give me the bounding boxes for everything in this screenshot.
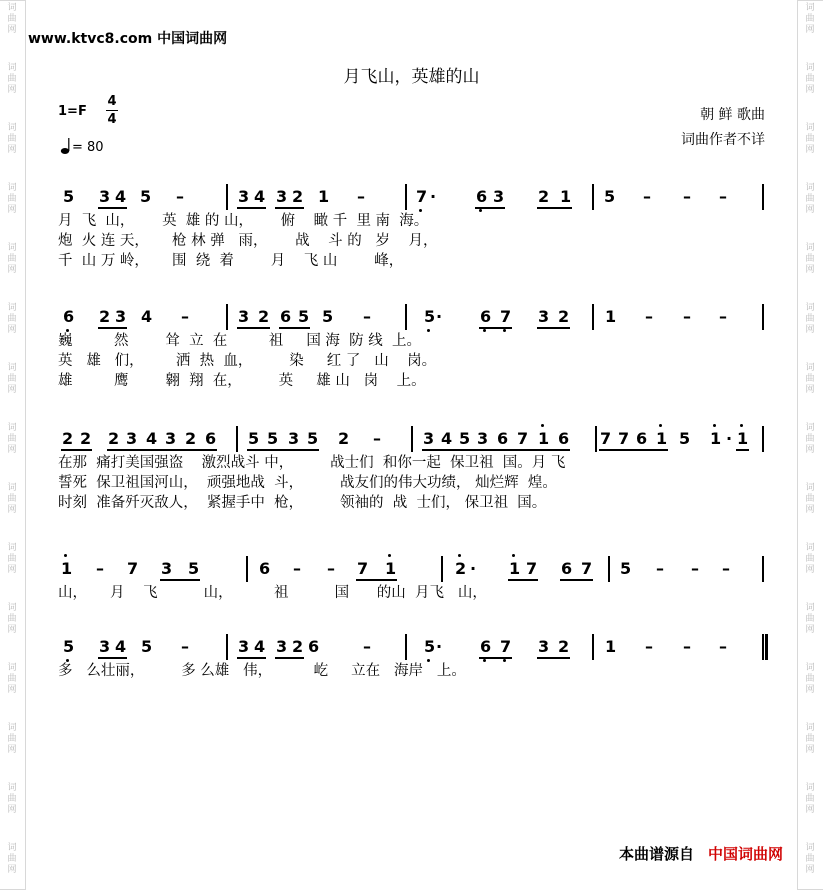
- right-watermark-strip: [797, 0, 823, 890]
- note: 3: [165, 429, 177, 448]
- beam-underline: [98, 327, 127, 329]
- note: 4: [254, 637, 266, 656]
- dash-note: –: [363, 637, 371, 656]
- note: 7: [416, 187, 428, 206]
- bar-line: [608, 556, 610, 582]
- dash-note: –: [363, 307, 371, 326]
- beam-underline: [107, 449, 217, 451]
- song-title: 月飞山，英雄的山: [343, 67, 480, 87]
- note: 1: [605, 637, 617, 656]
- lyric-line: 多 么壮丽， 多 么雄 伟， 屹 立在 海岸 上。: [58, 663, 466, 679]
- note: 5: [63, 187, 75, 206]
- watermark-text: 词 曲 网: [7, 183, 17, 215]
- beam-underline: [98, 207, 127, 209]
- dash-note: –: [327, 559, 335, 578]
- note: 5: [322, 307, 334, 326]
- octave-dot-high: [713, 424, 716, 427]
- beam-underline: [237, 207, 266, 209]
- note: 1: [385, 559, 397, 578]
- bar-line: [405, 304, 407, 330]
- beam-underline: [599, 449, 668, 451]
- lyric-line: 巍 然 耸 立 在 祖 国 海 防 线 上。: [58, 333, 421, 349]
- note: 2: [558, 637, 570, 656]
- note: 1: [560, 187, 572, 206]
- note: 7: [581, 559, 593, 578]
- note: 2: [558, 307, 570, 326]
- note: 3: [276, 187, 288, 206]
- beam-underline: [422, 449, 570, 451]
- octave-dot-low: [483, 329, 486, 332]
- note: 5: [267, 429, 279, 448]
- dash-note: –: [683, 307, 691, 326]
- note: 4: [115, 187, 127, 206]
- octave-dot-low: [427, 329, 430, 332]
- note: 5: [424, 637, 436, 656]
- note: 6: [497, 429, 509, 448]
- octave-dot-high: [541, 424, 544, 427]
- watermark-text: 词 曲 网: [7, 483, 17, 515]
- dash-note: –: [181, 307, 189, 326]
- quarter-note-icon: [60, 137, 72, 155]
- dash-note: –: [293, 559, 301, 578]
- watermark-text: 词 曲 网: [805, 3, 815, 35]
- beam-underline: [237, 657, 266, 659]
- bar-line: [226, 634, 228, 660]
- dash-note: –: [683, 187, 691, 206]
- lyric-line: 誓死 保卫祖国河山， 顽强地战 斗， 战友们的伟大功绩， 灿烂辉 煌。: [58, 475, 557, 491]
- beam-underline: [508, 579, 538, 581]
- beam-underline: [475, 207, 505, 209]
- note: 3: [538, 307, 550, 326]
- watermark-text: 词 曲 网: [805, 243, 815, 275]
- note: ·: [430, 187, 437, 206]
- watermark-text: 词 曲 网: [7, 123, 17, 155]
- lyric-line: 雄 鹰 翱 翔 在， 英 雄 山 岗 上。: [58, 373, 426, 389]
- beam-underline: [247, 449, 319, 451]
- dash-note: –: [656, 559, 664, 578]
- note: 2: [185, 429, 197, 448]
- note: 3: [477, 429, 489, 448]
- note: 1: [605, 307, 617, 326]
- key-signature: 1=F: [58, 104, 87, 119]
- site-header[interactable]: www.ktvc8.com 中国词曲网: [28, 31, 228, 47]
- note: 3: [99, 637, 111, 656]
- watermark-text: 词 曲 网: [805, 483, 815, 515]
- watermark-text: 词 曲 网: [805, 603, 815, 635]
- watermark-text: 词 曲 网: [7, 723, 17, 755]
- credit-origin: 朝 鲜 歌曲: [700, 107, 765, 123]
- watermark-text: 词 曲 网: [805, 723, 815, 755]
- note: 6: [558, 429, 570, 448]
- note: 6: [259, 559, 271, 578]
- note: 4: [141, 307, 153, 326]
- final-bar-thick: [765, 634, 768, 660]
- note: 5: [620, 559, 632, 578]
- watermark-text: 词 曲 网: [805, 123, 815, 155]
- dash-note: –: [645, 307, 653, 326]
- note: 5: [424, 307, 436, 326]
- bar-line: [762, 304, 764, 330]
- watermark-text: 词 曲 网: [805, 783, 815, 815]
- watermark-text: 词 曲 网: [7, 783, 17, 815]
- dash-note: –: [645, 637, 653, 656]
- bar-line: [762, 634, 764, 660]
- beam-underline: [279, 327, 310, 329]
- octave-dot-low: [483, 659, 486, 662]
- time-signature-bottom: 4: [107, 112, 117, 127]
- dash-note: –: [719, 637, 727, 656]
- beam-underline: [479, 657, 512, 659]
- watermark-text: 词 曲 网: [7, 843, 17, 875]
- beam-underline: [356, 579, 397, 581]
- time-signature-top: 4: [107, 94, 117, 109]
- bar-line: [226, 184, 228, 210]
- watermark-text: 词 曲 网: [805, 423, 815, 455]
- note: 3: [126, 429, 138, 448]
- note: 2: [538, 187, 550, 206]
- note: ·: [436, 637, 443, 656]
- note: 1: [509, 559, 521, 578]
- beam-underline: [479, 327, 512, 329]
- lyric-line: 在那 痛打美国强盗 激烈战斗 中， 战士们 和你一起 保卫祖 国。月 飞: [58, 455, 566, 471]
- dash-note: –: [691, 559, 699, 578]
- beam-underline: [537, 207, 572, 209]
- bar-line: [236, 426, 238, 452]
- note: 7: [357, 559, 369, 578]
- note: 2: [258, 307, 270, 326]
- note: 4: [115, 637, 127, 656]
- note: 6: [480, 307, 492, 326]
- lyric-line: 月 飞 山， 英 雄 的 山， 俯 瞰 千 里 南 海。: [58, 213, 429, 229]
- note: 5: [307, 429, 319, 448]
- note: 2: [108, 429, 120, 448]
- beam-underline: [275, 657, 304, 659]
- octave-dot-high: [388, 554, 391, 557]
- note: 6: [280, 307, 292, 326]
- note: ·: [470, 559, 477, 578]
- note: 1: [538, 429, 550, 448]
- note: 6: [205, 429, 217, 448]
- note: 3: [238, 187, 250, 206]
- dash-note: –: [176, 187, 184, 206]
- octave-dot-high: [458, 554, 461, 557]
- left-watermark-strip: [0, 0, 26, 890]
- note: 3: [238, 637, 250, 656]
- note: 3: [538, 637, 550, 656]
- octave-dot-high: [512, 554, 515, 557]
- footer-source: [619, 843, 783, 864]
- watermark-text: 词 曲 网: [7, 303, 17, 335]
- bar-line: [762, 184, 764, 210]
- note: 2: [338, 429, 350, 448]
- note: 6: [561, 559, 573, 578]
- dash-note: –: [96, 559, 104, 578]
- bar-line: [405, 184, 407, 210]
- tempo-value: = 80: [72, 140, 104, 155]
- note: 5: [141, 637, 153, 656]
- footer-label: 本曲谱源自: [618, 845, 694, 863]
- watermark-text: 词 曲 网: [7, 663, 17, 695]
- lyric-line: 千 山 万 岭， 围 绕 着 月 飞 山 峰，: [58, 253, 404, 269]
- note: 7: [618, 429, 630, 448]
- note: 2: [292, 637, 304, 656]
- octave-dot-low: [479, 209, 482, 212]
- note: 3: [493, 187, 505, 206]
- watermark-text: 词 曲 网: [805, 363, 815, 395]
- lyric-line: 山， 月 飞 山， 祖 国 的山 月飞 山，: [58, 585, 487, 601]
- note: 4: [441, 429, 453, 448]
- footer-brand[interactable]: 中国词曲网: [707, 845, 783, 863]
- note: 1: [710, 429, 722, 448]
- dash-note: –: [181, 637, 189, 656]
- note: 4: [146, 429, 158, 448]
- note: 1: [318, 187, 330, 206]
- note: ·: [436, 307, 443, 326]
- watermark-text: 词 曲 网: [805, 63, 815, 95]
- watermark-text: 词 曲 网: [7, 63, 17, 95]
- note: 7: [526, 559, 538, 578]
- note: 1: [656, 429, 668, 448]
- watermark-text: 词 曲 网: [7, 603, 17, 635]
- note: 5: [459, 429, 471, 448]
- watermark-text: 词 曲 网: [805, 303, 815, 335]
- octave-dot-low: [503, 659, 506, 662]
- note: 3: [115, 307, 127, 326]
- bar-line: [592, 304, 594, 330]
- tempo-marking: [60, 137, 104, 155]
- note: 3: [423, 429, 435, 448]
- beam-underline: [736, 449, 749, 451]
- watermark-text: 词 曲 网: [7, 543, 17, 575]
- note: 2: [455, 559, 467, 578]
- beam-underline: [160, 579, 200, 581]
- note: 6: [476, 187, 488, 206]
- beam-underline: [275, 207, 304, 209]
- note: 6: [636, 429, 648, 448]
- watermark-text: 词 曲 网: [7, 3, 17, 35]
- lyric-line: 炮 火 连 天， 枪 林 弹 雨， 战 斗 的 岁 月，: [58, 233, 438, 249]
- dash-note: –: [643, 187, 651, 206]
- note: 7: [500, 637, 512, 656]
- note: 3: [161, 559, 173, 578]
- note: 4: [254, 187, 266, 206]
- watermark-text: 词 曲 网: [7, 423, 17, 455]
- watermark-text: 词 曲 网: [805, 183, 815, 215]
- note: 3: [99, 187, 111, 206]
- time-signature: [106, 94, 118, 127]
- beam-underline: [237, 327, 270, 329]
- note: 7: [517, 429, 529, 448]
- octave-dot-high: [659, 424, 662, 427]
- beam-underline: [560, 579, 593, 581]
- note: 7: [600, 429, 612, 448]
- dash-note: –: [373, 429, 381, 448]
- note: 2: [80, 429, 92, 448]
- bar-line: [441, 556, 443, 582]
- note: 5: [140, 187, 152, 206]
- octave-dot-high: [64, 554, 67, 557]
- note: 2: [62, 429, 74, 448]
- bar-line: [246, 556, 248, 582]
- beam-underline: [537, 657, 570, 659]
- note: 6: [480, 637, 492, 656]
- watermark-text: 词 曲 网: [7, 243, 17, 275]
- bar-line: [405, 634, 407, 660]
- note: 5: [63, 637, 75, 656]
- bar-line: [762, 426, 764, 452]
- beam-underline: [61, 449, 92, 451]
- note: 3: [276, 637, 288, 656]
- dash-note: –: [357, 187, 365, 206]
- note: 1: [737, 429, 749, 448]
- beam-underline: [537, 327, 570, 329]
- bar-line: [226, 304, 228, 330]
- note: 7: [127, 559, 139, 578]
- note: 7: [500, 307, 512, 326]
- note: 3: [238, 307, 250, 326]
- bar-line: [411, 426, 413, 452]
- watermark-text: 词 曲 网: [805, 663, 815, 695]
- watermark-text: 词 曲 网: [805, 843, 815, 875]
- lyric-line: 英 雄 们， 洒 热 血， 染 红 了 山 岗。: [58, 353, 437, 369]
- beam-underline: [98, 657, 127, 659]
- bar-line: [595, 426, 597, 452]
- octave-dot-low: [503, 329, 506, 332]
- note: ·: [726, 429, 733, 448]
- note: 6: [63, 307, 75, 326]
- dash-note: –: [719, 187, 727, 206]
- note: 2: [99, 307, 111, 326]
- dash-note: –: [722, 559, 730, 578]
- dash-note: –: [683, 637, 691, 656]
- note: 5: [604, 187, 616, 206]
- bar-line: [592, 184, 594, 210]
- credit-authors: 词曲作者不详: [681, 132, 765, 148]
- note: 5: [188, 559, 200, 578]
- octave-dot-high: [740, 424, 743, 427]
- bar-line: [762, 556, 764, 582]
- note: 2: [292, 187, 304, 206]
- time-signature-bar: [106, 110, 118, 111]
- note: 5: [679, 429, 691, 448]
- watermark-text: 词 曲 网: [805, 543, 815, 575]
- note: 5: [248, 429, 260, 448]
- watermark-text: 词 曲 网: [7, 363, 17, 395]
- note: 1: [61, 559, 73, 578]
- bar-line: [592, 634, 594, 660]
- lyric-line: 时刻 准备歼灭敌人， 紧握手中 枪， 领袖的 战 士们， 保卫祖 国。: [58, 495, 547, 511]
- note: 3: [288, 429, 300, 448]
- note: 5: [298, 307, 310, 326]
- note: 6: [308, 637, 320, 656]
- dash-note: –: [719, 307, 727, 326]
